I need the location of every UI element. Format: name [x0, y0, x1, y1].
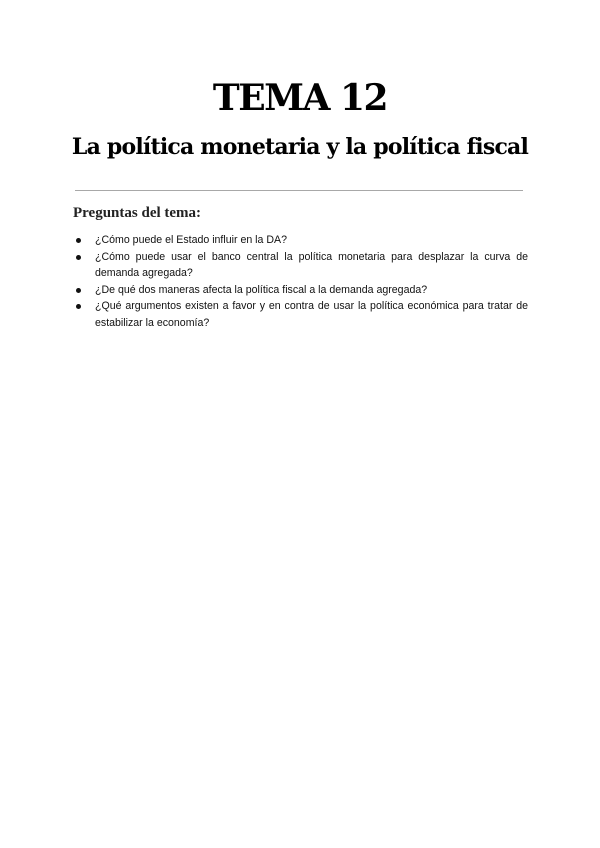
question-text: ¿Cómo puede usar el banco central la política monetaria para desplazar la curva de demanda agregada?: [95, 250, 528, 280]
title-divider: [75, 190, 523, 191]
page-subtitle: La política monetaria y la política fiscal: [71, 134, 529, 160]
page-title: TEMA 12: [212, 77, 388, 119]
bullet-icon: [76, 304, 81, 309]
list-item: [73, 282, 528, 299]
question-text: ¿Qué argumentos existen a favor y en contra de usar la política económica para tratar de estabilizar la economía?: [95, 300, 528, 329]
list-item: [73, 232, 528, 249]
list-item: [73, 249, 528, 282]
list-item: [73, 298, 528, 331]
question-text: ¿Cómo puede el Estado influir en la DA?: [95, 234, 287, 246]
questions-list: [73, 232, 528, 332]
bullet-icon: [76, 255, 81, 260]
bullet-icon: [76, 238, 81, 243]
bullet-icon: [76, 288, 81, 293]
question-text: ¿De qué dos maneras afecta la política fiscal a la demanda agregada?: [95, 283, 428, 296]
section-heading: Preguntas del tema:: [73, 205, 202, 221]
